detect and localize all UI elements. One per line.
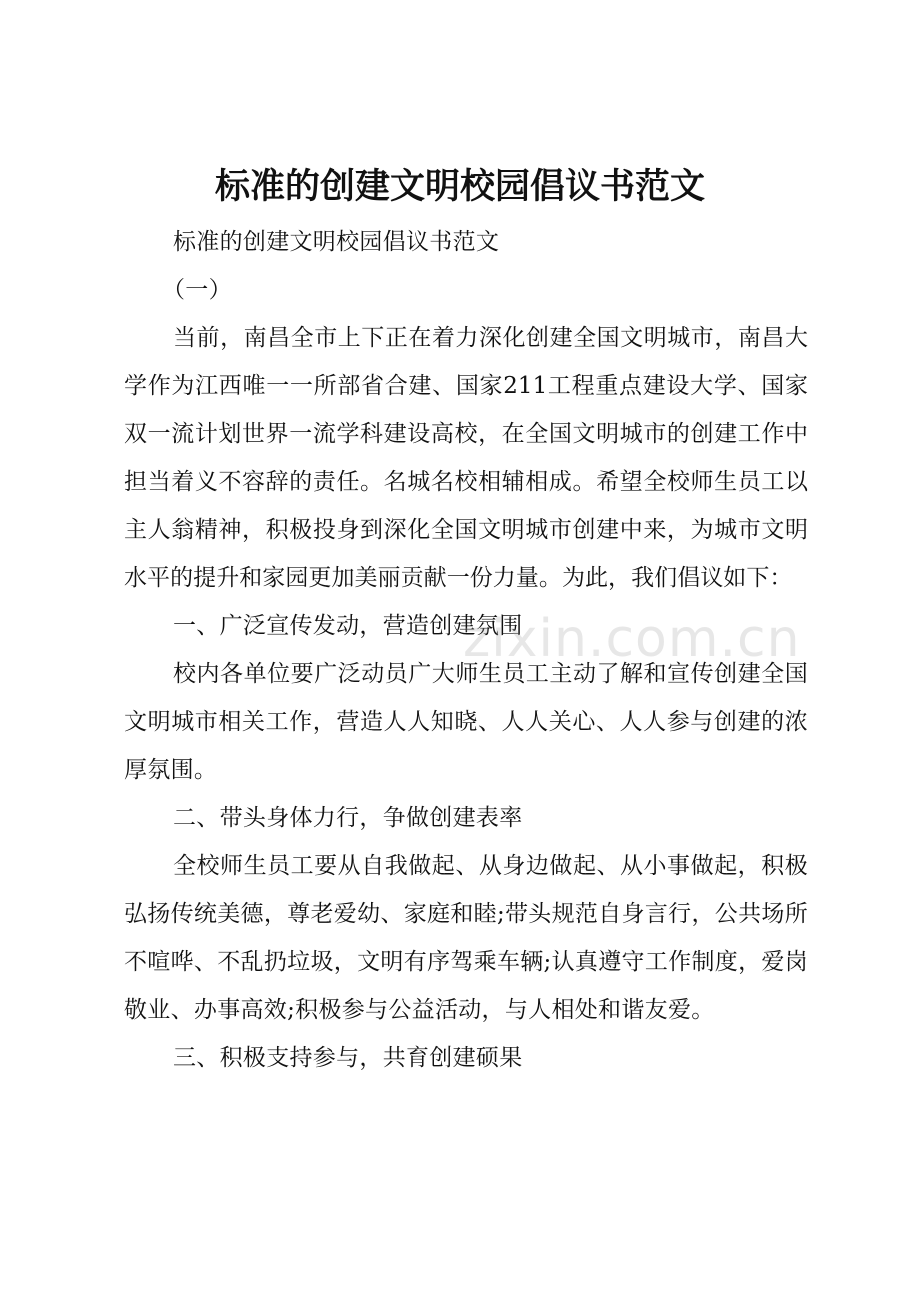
- section-marker: （一）: [162, 277, 232, 303]
- heading-two: 二、带头身体力行，争做创建表率: [173, 805, 523, 831]
- watermark: zixin.com.cn: [463, 609, 801, 669]
- heading-three: 三、积极支持参与，共育创建硕果: [173, 1045, 523, 1071]
- paragraph-one: 校内各单位要广泛动员广大师生员工主动了解和宣传创建全国文明城市相关工作，营造人人知晓、人人关心、人人参与创建的浓厚氛围。: [124, 661, 808, 783]
- heading-one: 一、广泛宣传发动，营造创建氛围: [173, 613, 523, 639]
- document-body: [124, 218, 808, 1082]
- subtitle-line: 标准的创建文明校园倡议书范文: [173, 229, 500, 255]
- paragraph-two: 全校师生员工要从自我做起、从身边做起、从小事做起，积极弘扬传统美德，尊老爱幼、家庭和睦;带头规范自身言行，公共场所不喧哗、不乱扔垃圾，文明有序驾乘车辆;认真遵守工作制度，爱岗敬业、办事高效;积极参与公益活动，与人相处和谐友爱。: [124, 853, 808, 1023]
- document-title: 标准的创建文明校园倡议书范文: [214, 166, 705, 207]
- paragraph-intro: 当前，南昌全市上下正在着力深化创建全国文明城市，南昌大学作为江西唯一一所部省合建、国家211工程重点建设大学、国家双一流计划世界一流学科建设高校，在全国文明城市的创建工作中担当着义不容辞的责任。名城名校相辅相成。希望全校师生员工以主人翁精神，积极投身到深化全国文明城市创建中来，为城市文明水平的提升和家园更加美丽贡献一份力量。为此，我们倡议如下：: [124, 325, 808, 591]
